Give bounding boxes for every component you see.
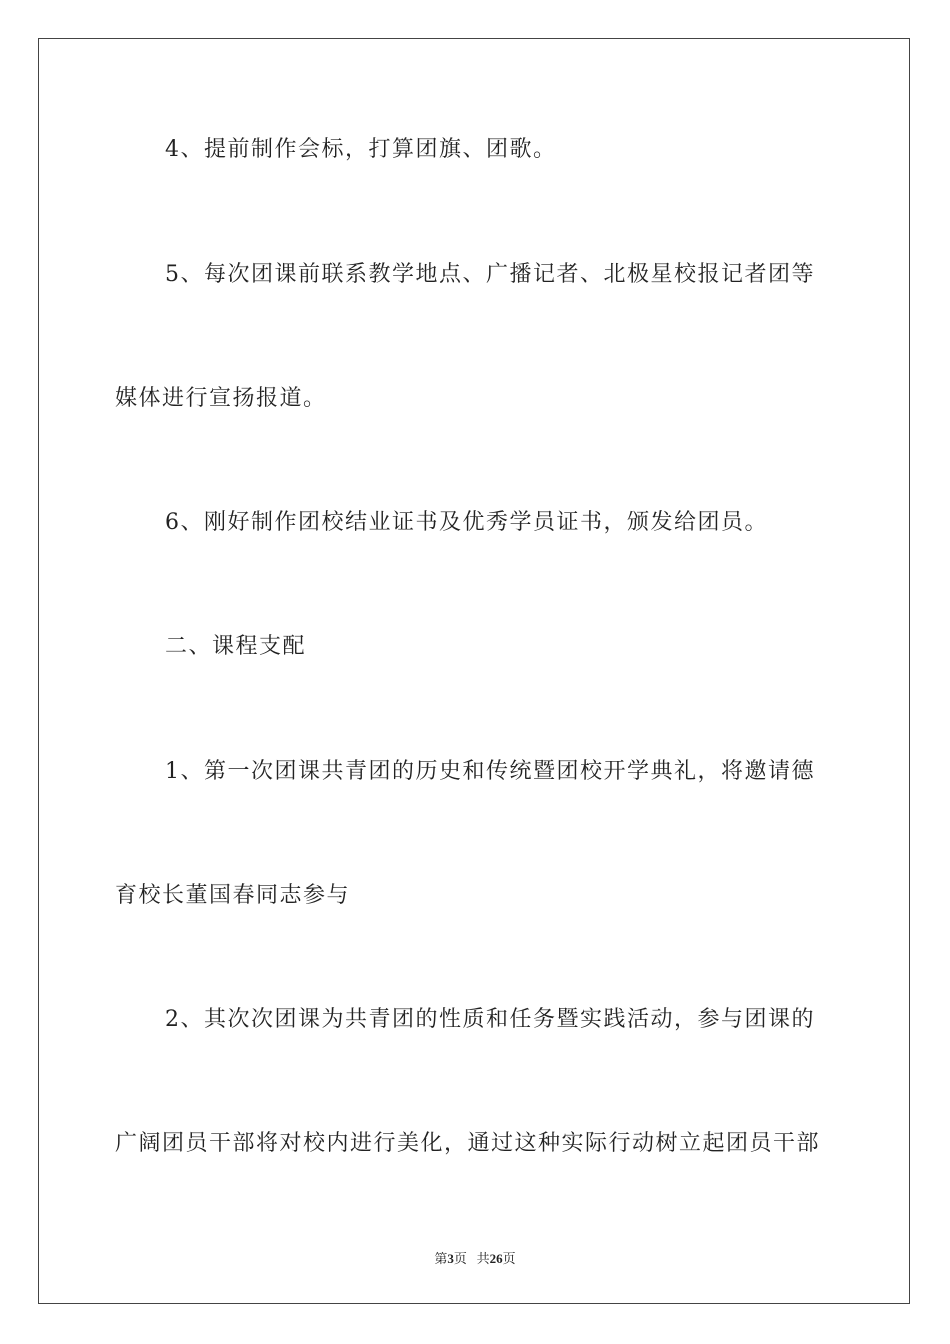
- footer-page-number: 3: [447, 1251, 454, 1266]
- footer-page-prefix: 第: [434, 1251, 448, 1266]
- paragraph-line-3: 媒体进行宣扬报道。: [115, 386, 327, 411]
- paragraph-line-7: 育校长董国春同志参与: [115, 883, 351, 908]
- paragraph-line-2: 5、每次团课前联系教学地点、广播记者、北极星校报记者团等: [165, 262, 815, 287]
- paragraph-line-6: 1、第一次团课共青团的历史和传统暨团校开学典礼，将邀请德: [165, 759, 815, 784]
- footer-total-suffix: 页: [502, 1251, 516, 1266]
- paragraph-line-4: 6、刚好制作团校结业证书及优秀学员证书，颁发给团员。: [165, 510, 768, 535]
- paragraph-line-8: 2、其次次团课为共青团的性质和任务暨实践活动，参与团课的: [165, 1007, 815, 1032]
- footer-page-suffix: 页: [453, 1251, 467, 1266]
- footer-total-pages: 26: [489, 1251, 503, 1266]
- section-heading: 二、课程支配: [165, 634, 307, 659]
- footer-total-prefix: 共: [476, 1251, 490, 1266]
- page-border: [38, 38, 910, 1304]
- paragraph-line-9: 广阔团员干部将对校内进行美化，通过这种实际行动树立起团员干部: [115, 1131, 821, 1156]
- page-footer: [0, 1248, 950, 1267]
- paragraph-line-1: 4、提前制作会标，打算团旗、团歌。: [165, 137, 557, 162]
